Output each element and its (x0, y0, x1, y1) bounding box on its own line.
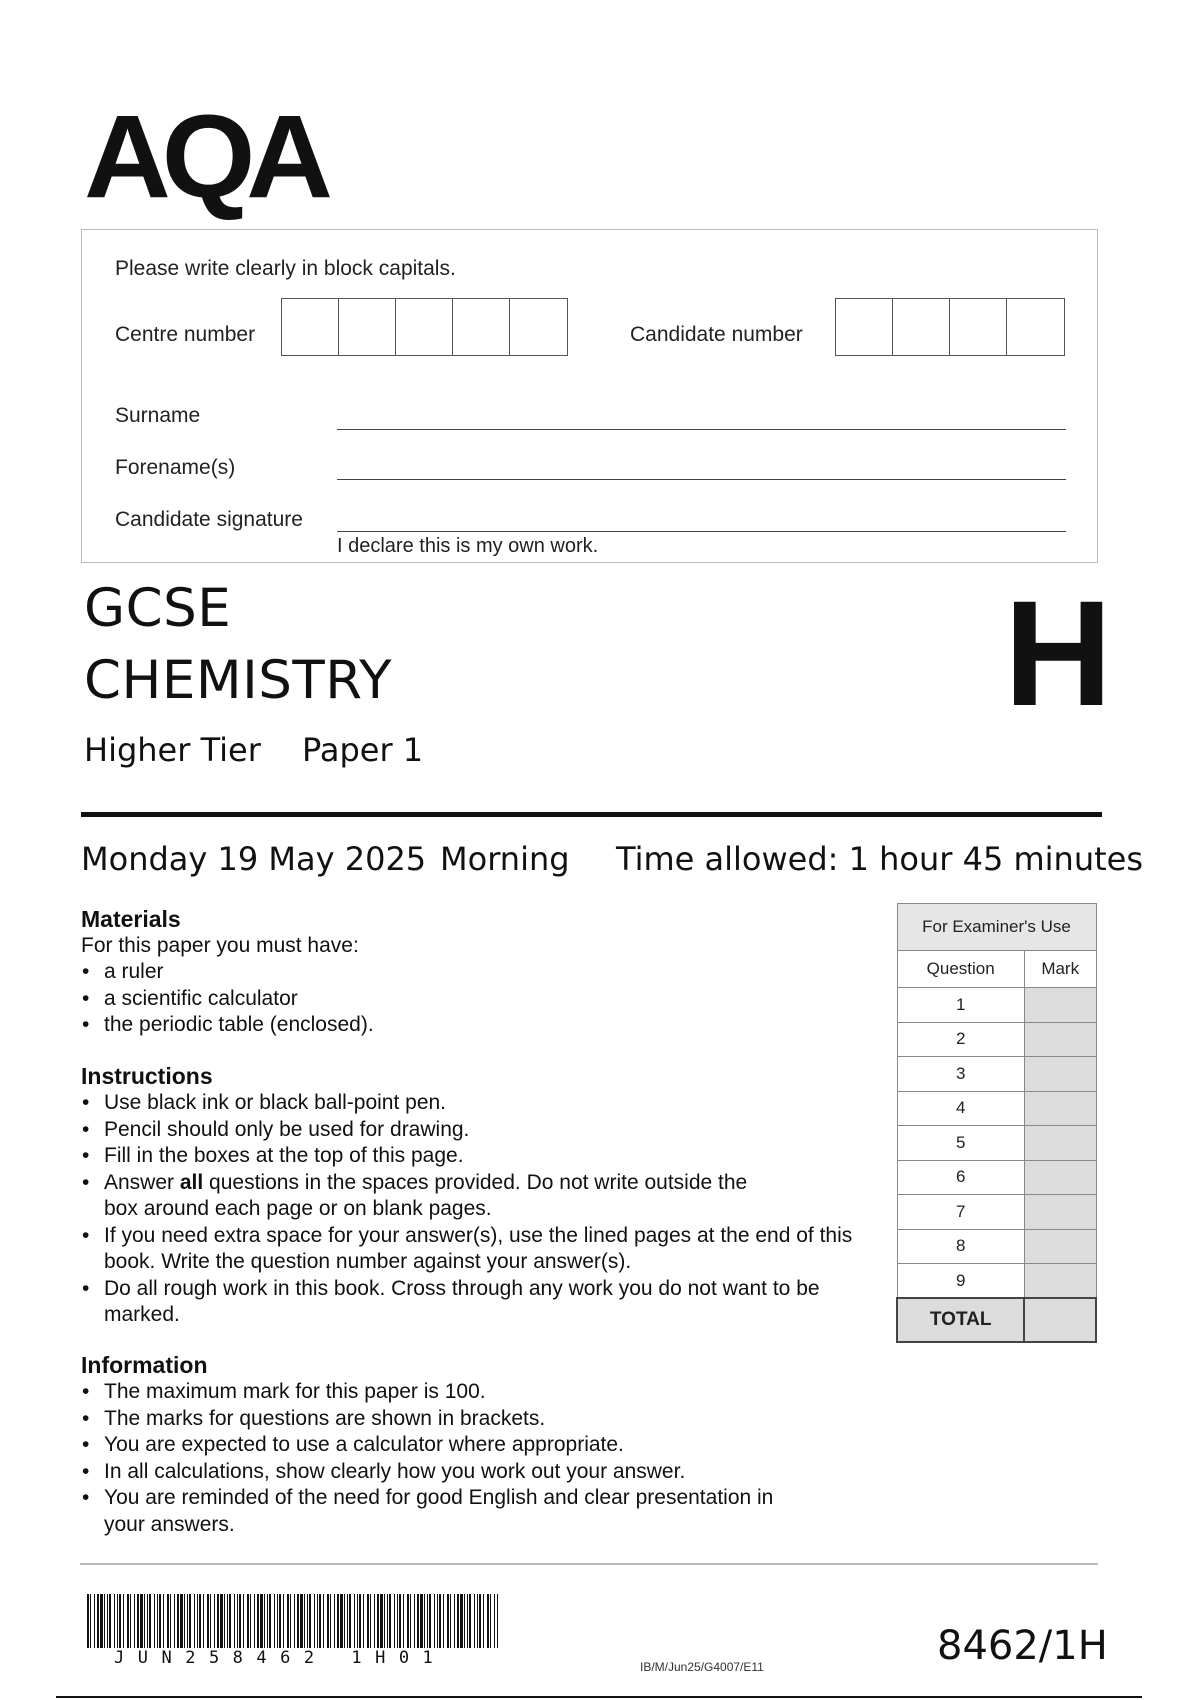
barcode-text: JUN258462 1H01 (114, 1648, 447, 1668)
barcode-bar (243, 1594, 244, 1648)
materials-list (81, 959, 861, 1039)
centre-digit-box[interactable] (339, 299, 396, 355)
barcode-bar (427, 1594, 428, 1648)
barcode-bar (87, 1594, 89, 1648)
mark-cell (1024, 1195, 1096, 1230)
barcode-bar (349, 1594, 351, 1648)
barcode-bar (474, 1594, 475, 1648)
barcode-bar (210, 1594, 211, 1648)
barcode-bar (429, 1594, 431, 1648)
barcode-bar (450, 1594, 451, 1648)
barcode-bar (327, 1594, 329, 1648)
centre-digit-box[interactable] (282, 299, 339, 355)
barcode-bar (330, 1594, 331, 1648)
tier-letter: H (1004, 569, 1113, 737)
total-mark-cell (1024, 1298, 1096, 1342)
barcode-bar (119, 1594, 121, 1648)
barcode-bar (149, 1594, 151, 1648)
barcode-bar (250, 1594, 251, 1648)
list-item: • If you need extra space for your answer(s), use the lined pages at the end of this book. Write the question number against your answer(s). (81, 1223, 871, 1276)
barcode-bar (97, 1594, 99, 1648)
barcode-bar (187, 1594, 188, 1648)
barcode-bar (359, 1594, 361, 1648)
barcode-bar (269, 1594, 271, 1648)
information-list (81, 1379, 861, 1538)
barcode-bar (403, 1594, 404, 1648)
barcode-bar (144, 1594, 145, 1648)
barcode-bar (197, 1594, 198, 1648)
barcode-bar (239, 1594, 241, 1648)
barcode-bar (414, 1594, 415, 1648)
list-item (81, 1170, 871, 1223)
barcode-bar (424, 1594, 425, 1648)
barcode-bar (287, 1594, 289, 1648)
barcode-bar (370, 1594, 371, 1648)
instructions-list (81, 1090, 871, 1329)
barcode-bar (297, 1594, 299, 1648)
question-number: 5 (897, 1126, 1024, 1161)
barcode-bar (317, 1594, 318, 1648)
materials-section (81, 906, 861, 1039)
barcode-bar (467, 1594, 468, 1648)
barcode-bar (454, 1594, 455, 1648)
list-item: • Do all rough work in this book. Cross through any work you do not want to be marked. (81, 1276, 871, 1329)
title-divider (81, 812, 1102, 817)
centre-digit-box[interactable] (510, 299, 567, 355)
barcode-bar (140, 1594, 143, 1648)
aqa-logo: AQA (84, 91, 324, 223)
instructions-section (81, 1063, 871, 1329)
barcode-bar (107, 1594, 108, 1648)
barcode-bar (307, 1594, 308, 1648)
question-number: 4 (897, 1091, 1024, 1126)
time-allowed: Time allowed: 1 hour 45 minutes (616, 840, 1143, 878)
list-item: • Fill in the boxes at the top of this page. (81, 1143, 871, 1170)
barcode-bar (254, 1594, 255, 1648)
list-item: • the periodic table (enclosed). (81, 1012, 861, 1039)
barcode-bar (389, 1594, 391, 1648)
barcode-bar (417, 1594, 419, 1648)
paper-reference: IB/M/Jun25/G4007/E11 (640, 1660, 764, 1674)
question-number: 2 (897, 1022, 1024, 1057)
barcode-bar (94, 1594, 95, 1648)
barcode-bar (134, 1594, 135, 1648)
page-bottom-rule (56, 1696, 1142, 1698)
barcode-bar (319, 1594, 321, 1648)
mark-cell (1024, 1229, 1096, 1264)
barcode-bar (397, 1594, 398, 1648)
barcode-bar (434, 1594, 435, 1648)
barcode-bar (130, 1594, 131, 1648)
barcode-bar (147, 1594, 148, 1648)
barcode-bar (357, 1594, 358, 1648)
centre-number-boxes[interactable] (281, 298, 568, 356)
barcode-bar (344, 1594, 345, 1648)
barcode-bar (277, 1594, 278, 1648)
paper-label: Paper 1 (302, 731, 424, 769)
barcode-bar (490, 1594, 491, 1648)
surname-field[interactable] (337, 429, 1066, 430)
total-label: TOTAL (897, 1298, 1024, 1342)
barcode-bar (447, 1594, 449, 1648)
declaration-text: I declare this is my own work. (337, 535, 599, 557)
centre-digit-box[interactable] (453, 299, 510, 355)
barcode-bar (464, 1594, 465, 1648)
barcode-bar (229, 1594, 231, 1648)
mark-cell (1024, 1057, 1096, 1092)
question-number: 1 (897, 988, 1024, 1023)
barcode-bar (407, 1594, 409, 1648)
surname-label: Surname (115, 404, 201, 427)
barcode-bar (469, 1594, 471, 1648)
barcode-bar (314, 1594, 315, 1648)
barcode-bar (267, 1594, 268, 1648)
barcode-bar (184, 1594, 185, 1648)
barcode-bar (154, 1594, 155, 1648)
barcode-bar (127, 1594, 129, 1648)
question-number: 8 (897, 1229, 1024, 1264)
barcode-bar (457, 1594, 459, 1648)
barcode-bar (189, 1594, 191, 1648)
answer-post: questions in the spaces provided. Do not write outside the box around each page or on blank pages. (104, 1170, 748, 1220)
barcode-bar (479, 1594, 481, 1648)
qualification-title: GCSE (84, 578, 232, 639)
barcode-bar (377, 1594, 379, 1648)
barcode-bar (137, 1594, 139, 1648)
signature-field[interactable] (337, 531, 1066, 532)
subject-title: CHEMISTRY (84, 650, 393, 711)
barcode-bar (437, 1594, 438, 1648)
candidate-digit-box[interactable] (1007, 299, 1064, 355)
centre-number-label: Centre number (115, 323, 256, 346)
barcode-bar (300, 1594, 303, 1648)
barcode-bar (294, 1594, 295, 1648)
barcode-bar (410, 1594, 411, 1648)
information-section (81, 1352, 861, 1538)
barcode-bar (203, 1594, 204, 1648)
centre-digit-box[interactable] (396, 299, 453, 355)
barcode-bar (487, 1594, 489, 1648)
barcode-bar (220, 1594, 223, 1648)
list-item: • The maximum mark for this paper is 100. (81, 1379, 861, 1406)
instructions-heading: Instructions (81, 1063, 213, 1089)
barcode-bar (214, 1594, 215, 1648)
materials-heading: Materials (81, 906, 181, 932)
block-capitals-instruction: Please write clearly in block capitals. (115, 257, 456, 280)
barcode-bar (100, 1594, 103, 1648)
barcode-bar (163, 1594, 164, 1648)
mark-cell (1024, 1022, 1096, 1057)
barcode-bar (367, 1594, 369, 1648)
exam-session: Morning (440, 840, 570, 878)
barcode-bar (114, 1594, 115, 1648)
barcode-bar (194, 1594, 195, 1648)
barcode-bar (497, 1594, 498, 1648)
question-number: 7 (897, 1195, 1024, 1230)
barcode-bar (337, 1594, 339, 1648)
footer-divider (80, 1563, 1098, 1565)
barcode-bar (443, 1594, 444, 1648)
barcode-bar (279, 1594, 281, 1648)
barcode (87, 1594, 498, 1648)
mark-column-header: Mark (1024, 951, 1096, 988)
barcode-bar (234, 1594, 235, 1648)
barcode-bar (217, 1594, 219, 1648)
mark-cell (1024, 1160, 1096, 1195)
barcode-bar (260, 1594, 263, 1648)
barcode-bar (439, 1594, 441, 1648)
candidate-digit-box[interactable] (950, 299, 1007, 355)
barcode-bar (199, 1594, 201, 1648)
mark-cell (1024, 1126, 1096, 1161)
barcode-bar (394, 1594, 395, 1648)
information-heading: Information (81, 1352, 208, 1378)
tier-label: Higher Tier (84, 731, 261, 769)
barcode-bar (159, 1594, 161, 1648)
mark-cell (1024, 1264, 1096, 1299)
mark-cell (1024, 1091, 1096, 1126)
barcode-bar (180, 1594, 183, 1648)
barcode-bar (174, 1594, 175, 1648)
barcode-bar (323, 1594, 324, 1648)
forenames-label: Forename(s) (115, 456, 236, 479)
barcode-bar (167, 1594, 169, 1648)
barcode-bar (177, 1594, 179, 1648)
barcode-bar (90, 1594, 91, 1648)
barcode-bar (384, 1594, 385, 1648)
candidate-digit-box[interactable] (893, 299, 950, 355)
examiner-table-title: For Examiner's Use (897, 904, 1096, 951)
barcode-bar (227, 1594, 228, 1648)
barcode-bar (207, 1594, 209, 1648)
list-item: • Pencil should only be used for drawing. (81, 1117, 871, 1144)
barcode-bar (494, 1594, 495, 1648)
barcode-bar (264, 1594, 265, 1648)
list-item: • In all calculations, show clearly how you work out your answer. (81, 1459, 861, 1486)
barcode-bar (309, 1594, 311, 1648)
list-item: • a ruler (81, 959, 861, 986)
barcode-bar (354, 1594, 355, 1648)
barcode-bar (483, 1594, 484, 1648)
barcode-bar (477, 1594, 478, 1648)
barcode-bar (420, 1594, 423, 1648)
question-number: 9 (897, 1264, 1024, 1299)
barcode-bar (170, 1594, 171, 1648)
barcode-bar (304, 1594, 305, 1648)
barcode-bar (399, 1594, 401, 1648)
list-item: • You are expected to use a calculator where appropriate. (81, 1432, 861, 1459)
barcode-bar (157, 1594, 158, 1648)
barcode-bar (257, 1594, 259, 1648)
mark-cell (1024, 988, 1096, 1023)
list-item: • Use black ink or black ball-point pen. (81, 1090, 871, 1117)
barcode-bar (340, 1594, 343, 1648)
barcode-bar (290, 1594, 291, 1648)
answer-bold: all (179, 1170, 204, 1194)
barcode-bar (374, 1594, 375, 1648)
barcode-bar (237, 1594, 238, 1648)
barcode-bar (123, 1594, 124, 1648)
barcode-bar (247, 1594, 249, 1648)
list-item: • The marks for questions are shown in brackets. (81, 1406, 861, 1433)
barcode-bar (380, 1594, 383, 1648)
barcode-bar (363, 1594, 364, 1648)
barcode-bar (460, 1594, 463, 1648)
barcode-bar (117, 1594, 118, 1648)
barcode-bar (224, 1594, 225, 1648)
question-number: 3 (897, 1057, 1024, 1092)
signature-label: Candidate signature (115, 508, 303, 531)
answer-pre: Answer (104, 1170, 180, 1194)
list-item: • You are reminded of the need for good English and clear presentation in your answers. (81, 1485, 861, 1538)
exam-date: Monday 19 May 2025 (81, 840, 427, 878)
materials-intro: For this paper you must have: (81, 934, 359, 957)
question-number: 6 (897, 1160, 1024, 1195)
barcode-bar (334, 1594, 335, 1648)
candidate-number-label: Candidate number (630, 323, 803, 346)
barcode-bar (104, 1594, 105, 1648)
barcode-bar (274, 1594, 275, 1648)
barcode-bar (387, 1594, 388, 1648)
candidate-number-boxes[interactable] (835, 298, 1065, 356)
candidate-digit-box[interactable] (836, 299, 893, 355)
question-column-header: Question (897, 951, 1024, 988)
examiner-use-table (896, 903, 1097, 1343)
forenames-field[interactable] (337, 479, 1066, 480)
barcode-bar (347, 1594, 348, 1648)
paper-code: 8462/1H (937, 1623, 1108, 1669)
list-item: • a scientific calculator (81, 986, 861, 1013)
barcode-bar (109, 1594, 111, 1648)
barcode-bar (283, 1594, 284, 1648)
